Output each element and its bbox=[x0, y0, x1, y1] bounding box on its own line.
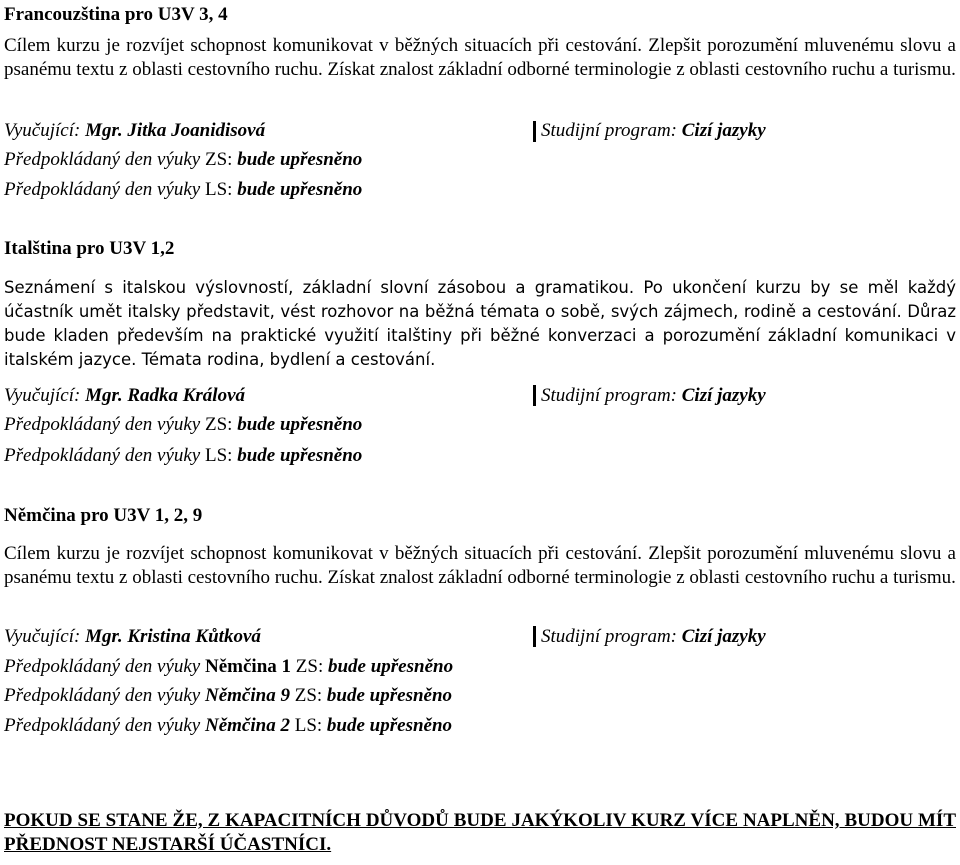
schedule-course: Němčina 1 bbox=[205, 656, 292, 677]
schedule-semester: LS: bbox=[294, 715, 323, 736]
schedule-semester: LS: bbox=[205, 445, 233, 466]
program-label: Studijní program: bbox=[541, 120, 677, 141]
schedule-line bbox=[4, 685, 452, 707]
schedule-semester: ZS: bbox=[294, 685, 323, 706]
schedule-line bbox=[4, 149, 362, 171]
program-value: Cizí jazyky bbox=[681, 120, 766, 141]
teacher-label: Vyučující: bbox=[4, 120, 81, 141]
course-description-german: Cílem kurzu je rozvíjet schopnost komunikovat v běžných situacích při cestování. Zlepšit porozumění mluvenému slovu a psanému textu z oblasti cestovního ruchu. Získat znalost základní odborné terminologie z oblasti cestovního ruchu a turismu. bbox=[4, 543, 956, 588]
teacher-name: Mgr. Jitka Joanidisová bbox=[85, 120, 266, 141]
schedule-value: bude upřesněno bbox=[326, 715, 453, 736]
schedule-value: bude upřesněno bbox=[237, 179, 363, 200]
schedule-semester: ZS: bbox=[205, 149, 233, 170]
program-label: Studijní program: bbox=[541, 385, 677, 406]
schedule-value: bude upřesněno bbox=[237, 149, 363, 170]
program-line-german bbox=[541, 626, 766, 648]
schedule-semester: ZS: bbox=[205, 414, 233, 435]
schedule-prefix: Předpokládaný den výuky bbox=[4, 149, 201, 170]
course-title-german: Němčina pro U3V 1, 2, 9 bbox=[4, 505, 203, 526]
program-label: Studijní program: bbox=[541, 626, 677, 647]
teacher-line-german bbox=[4, 626, 261, 648]
schedule-line bbox=[4, 414, 362, 436]
program-value: Cizí jazyky bbox=[681, 626, 766, 647]
schedule-line bbox=[4, 656, 453, 678]
schedule-line bbox=[4, 445, 362, 467]
schedule-prefix: Předpokládaný den výuky bbox=[4, 179, 201, 200]
schedule-value: bude upřesněno bbox=[326, 685, 453, 706]
teacher-label: Vyučující: bbox=[4, 385, 81, 406]
schedule-prefix: Předpokládaný den výuky bbox=[4, 656, 201, 677]
schedule-value: bude upřesněno bbox=[237, 445, 363, 466]
course-title-french: Francouzština pro U3V 3, 4 bbox=[4, 4, 228, 25]
teacher-label: Vyučující: bbox=[4, 626, 81, 647]
capacity-notice: POKUD SE STANE ŽE, Z KAPACITNÍCH DŮVODŮ BUDE JAKÝKOLIV KURZ VÍCE NAPLNĚN, BUDOU MÍT PŘEDNOST NEJSTARŠÍ ÚČASTNÍCI. bbox=[4, 810, 956, 855]
teacher-name: Mgr. Kristina Kůtková bbox=[85, 626, 261, 647]
program-divider bbox=[533, 121, 536, 142]
teacher-line-italian bbox=[4, 385, 245, 407]
schedule-semester: ZS: bbox=[295, 656, 324, 677]
teacher-name: Mgr. Radka Králová bbox=[85, 385, 246, 406]
schedule-course: Němčina 9 bbox=[205, 685, 290, 706]
course-description-french: Cílem kurzu je rozvíjet schopnost komunikovat v běžných situacích při cestování. Zlepšit porozumění mluvenému slovu a psanému textu z oblasti cestovního ruchu. Získat znalost základní odborné terminologie z oblasti cestovního ruchu a turismu. bbox=[4, 35, 956, 80]
schedule-value: bude upřesněno bbox=[237, 414, 363, 435]
program-divider bbox=[533, 626, 536, 647]
teacher-line-french bbox=[4, 120, 265, 142]
course-title-italian: Italština pro U3V 1,2 bbox=[4, 238, 175, 259]
schedule-prefix: Předpokládaný den výuky bbox=[4, 414, 201, 435]
program-line-italian bbox=[541, 385, 766, 407]
program-divider bbox=[533, 385, 536, 406]
program-value: Cizí jazyky bbox=[681, 385, 766, 406]
program-line-french bbox=[541, 120, 766, 142]
schedule-semester: LS: bbox=[205, 179, 233, 200]
schedule-line bbox=[4, 715, 452, 737]
schedule-prefix: Předpokládaný den výuky bbox=[4, 715, 201, 736]
course-description-italian: Seznámení s italskou výslovností, základní slovní zásobou a gramatikou. Po ukončení kurzu by se měl každý účastník umět italsky představit, vést rozhovor na běžná témata o sobě, svých zájmech, rodině a cestování. Důraz bude kladen především na praktické využití italštiny při běžné konverzaci a porozumění základní komunikaci v italském jazyce. Témata rodina, bydlení a cestování. bbox=[4, 278, 956, 369]
schedule-prefix: Předpokládaný den výuky bbox=[4, 685, 201, 706]
schedule-prefix: Předpokládaný den výuky bbox=[4, 445, 201, 466]
schedule-value: bude upřesněno bbox=[327, 656, 454, 677]
schedule-course: Němčina 2 bbox=[205, 715, 290, 736]
schedule-line bbox=[4, 179, 362, 201]
